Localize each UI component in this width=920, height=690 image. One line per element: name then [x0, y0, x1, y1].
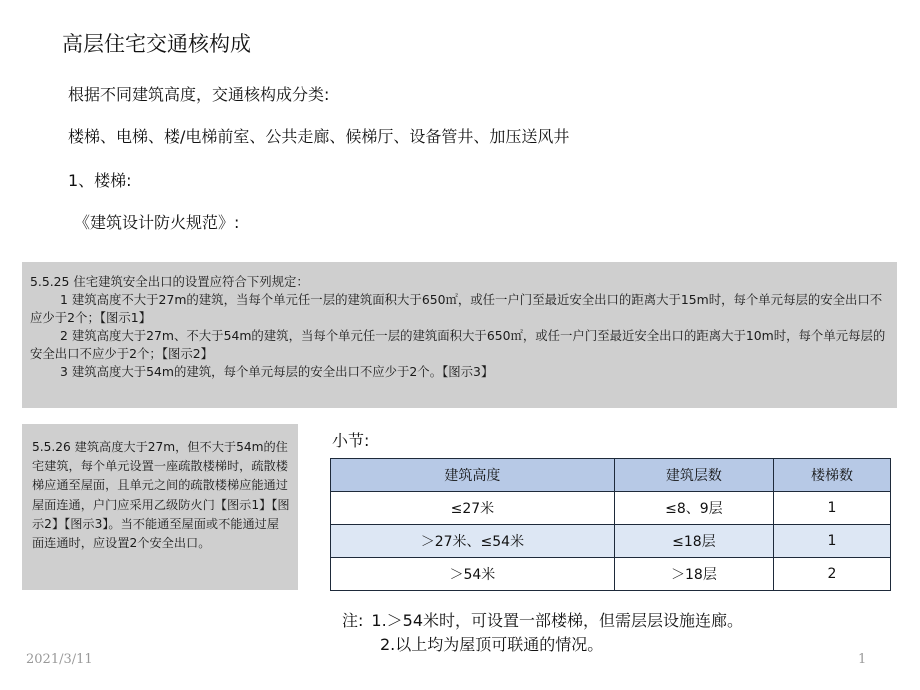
cell-height: ＞54米 — [331, 558, 615, 591]
cell-stairs: 2 — [774, 558, 891, 591]
clause-5525-item-3: 3 建筑高度大于54m的建筑，每个单元每层的安全出口不应少于2个。【图示3】 — [60, 364, 494, 379]
note-1 — [342, 608, 743, 631]
table-header-row — [331, 459, 891, 492]
clause-5525-heading: 5.5.25 住宅建筑安全出口的设置应符合下列规定： — [30, 274, 309, 289]
cell-floors: ＞18层 — [614, 558, 773, 591]
cell-floors: ≤8、9层 — [614, 492, 773, 525]
clause-5525-item-2: 2 建筑高度大于27m、不大于54m的建筑，当每个单元任一层的建筑面积大于650㎡，或任一户门至最近安全出口的距离大于10m时，每个单元每层的安全出口不应少于2个；【图示2】 — [30, 328, 886, 361]
table-row — [331, 492, 891, 525]
page-number: 1 — [858, 652, 867, 667]
stairs-heading: 1、楼梯: — [68, 171, 132, 190]
clause-5526-text: 5.5.26 建筑高度大于27m，但不大于54m的住宅建筑，每个单元设置一座疏散楼梯时，疏散楼梯应通至屋面，且单元之间的疏散楼梯应能通过屋面连通，户门应采用乙级防火门【图示1】【图示2】【图示3】。当不能通至屋面或不能通过屋面连通时，应设置2个安全出口。 — [32, 440, 290, 551]
note-2: 2.以上均为屋顶可联通的情况。 — [380, 635, 604, 654]
code-excerpt-5525 — [22, 262, 897, 408]
header-floor-count: 建筑层数 — [614, 459, 773, 492]
cell-height: ≤27米 — [331, 492, 615, 525]
note-1-text: 1.＞54米时，可设置一部楼梯，但需层层设施连廊。 — [371, 611, 744, 630]
cell-stairs: 1 — [774, 525, 891, 558]
stair-count-table — [330, 458, 891, 591]
header-stair-count: 楼梯数 — [774, 459, 891, 492]
header-building-height: 建筑高度 — [331, 459, 615, 492]
cell-stairs: 1 — [774, 492, 891, 525]
page-title: 高层住宅交通核构成 — [62, 32, 251, 56]
summary-title: 小节: — [332, 431, 370, 450]
table-row — [331, 558, 891, 591]
cell-height: ＞27米、≤54米 — [331, 525, 615, 558]
table-row — [331, 525, 891, 558]
footer-date: 2021/3/11 — [26, 652, 93, 667]
classification-line: 根据不同建筑高度，交通核构成分类: — [68, 85, 330, 104]
code-excerpt-5526 — [22, 424, 298, 590]
code-reference: 《建筑设计防火规范》: — [74, 213, 240, 232]
clause-5525-item-1: 1 建筑高度不大于27m的建筑，当每个单元任一层的建筑面积大于650㎡，或任一户门至最近安全出口的距离大于15m时，每个单元每层的安全出口不应少于2个；【图示1】 — [30, 292, 883, 325]
cell-floors: ≤18层 — [614, 525, 773, 558]
note-label: 注: — [342, 611, 364, 630]
components-line: 楼梯、电梯、楼/电梯前室、公共走廊、候梯厅、设备管井、加压送风井 — [68, 127, 570, 146]
